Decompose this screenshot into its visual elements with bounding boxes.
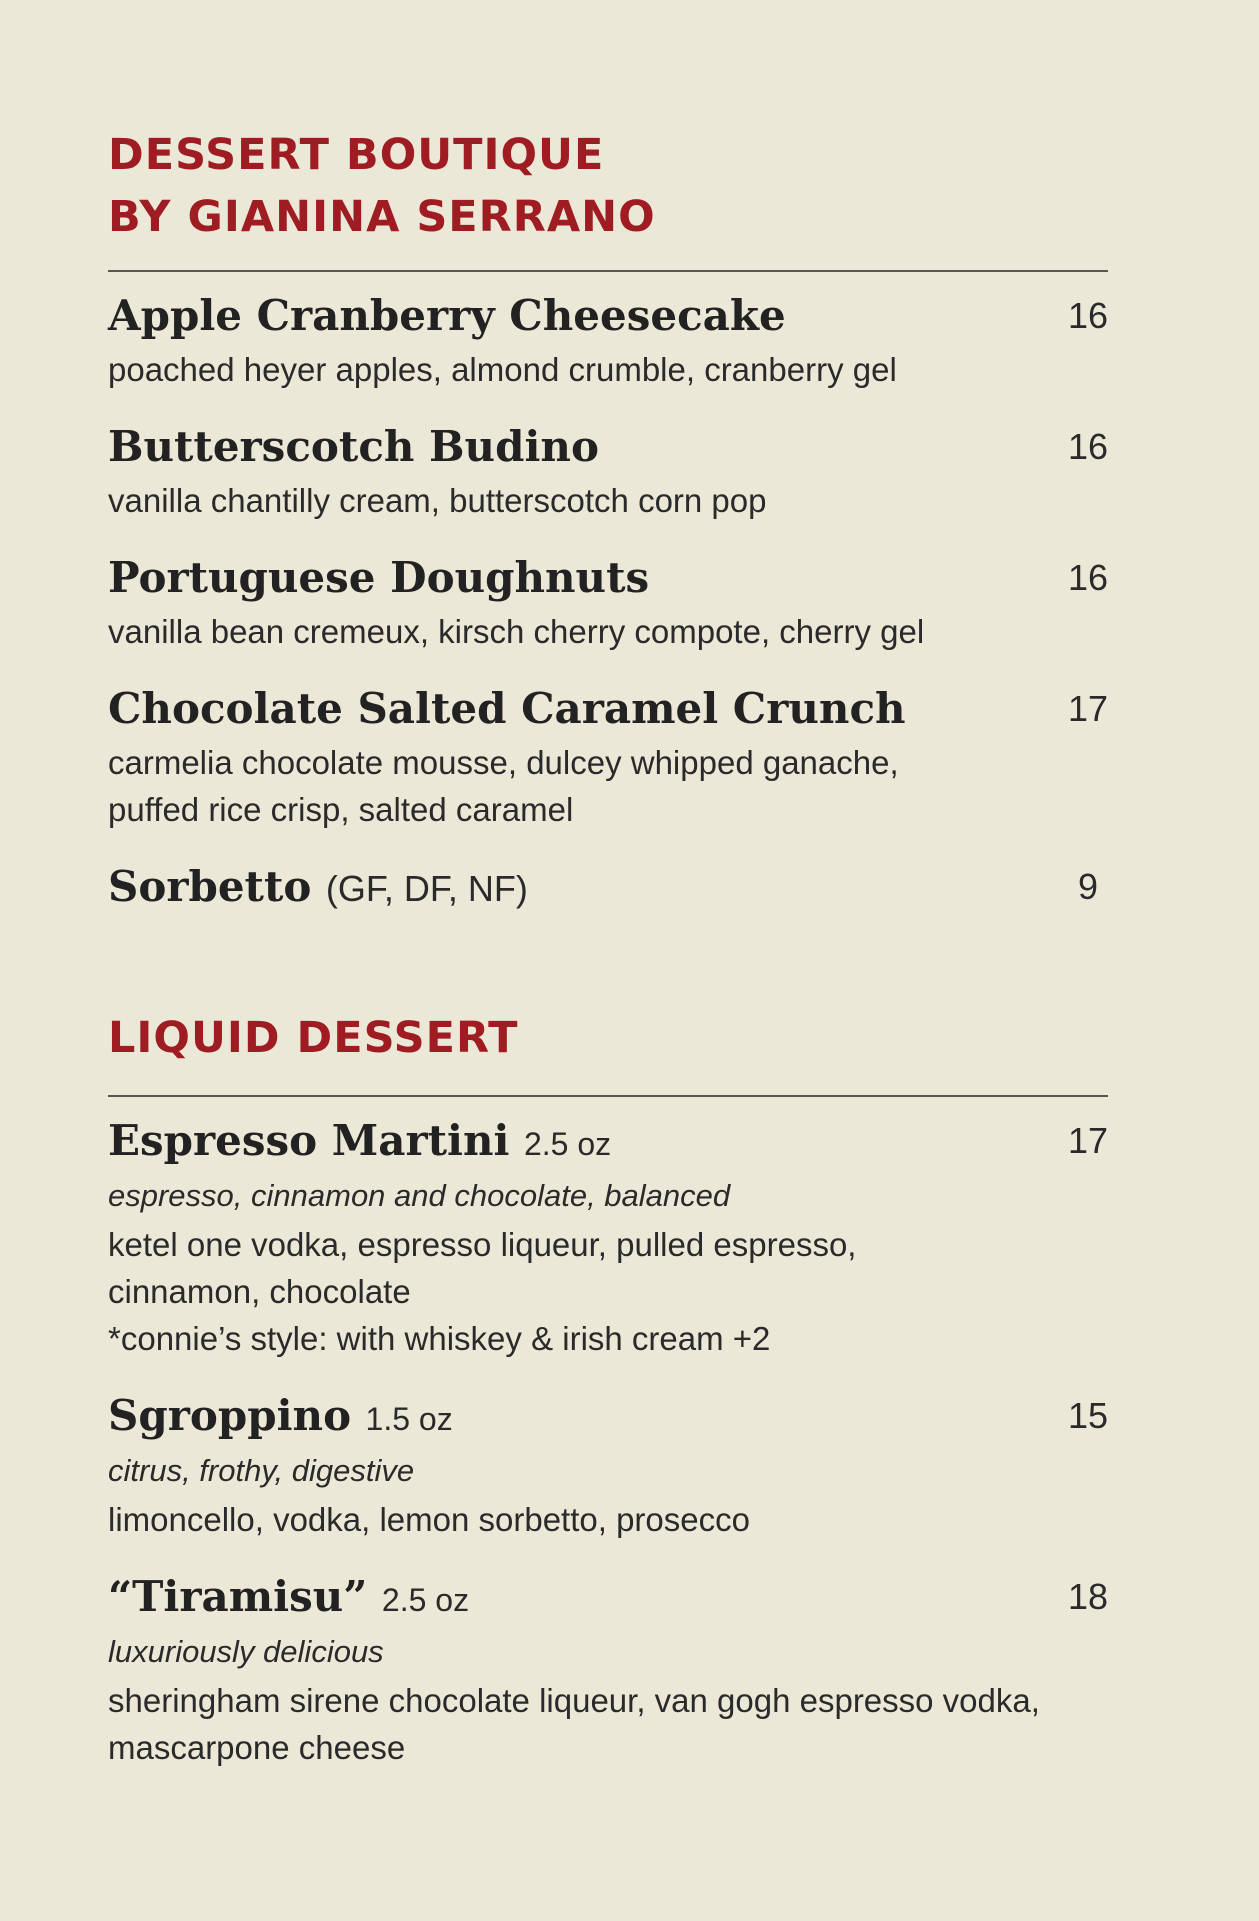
item-style-note: *connie’s style: with whiskey & irish cream +2 [108, 1320, 771, 1357]
item-description: poached heyer apples, almond crumble, cranberry gel [108, 351, 897, 388]
liquid-dessert-heading: LIQUID DESSERT [108, 1013, 519, 1063]
item-description: limoncello, vodka, lemon sorbetto, prosecco [108, 1501, 750, 1538]
menu-item-espresso-martini [108, 1111, 1108, 1362]
item-name: Portuguese Doughnuts [108, 553, 650, 602]
item-tagline: citrus, frothy, digestive [108, 1453, 415, 1488]
item-price: 16 [1067, 295, 1108, 336]
item-pour-size: 2.5 oz [523, 1126, 612, 1162]
menu-item-sorbetto [108, 857, 1108, 917]
item-description-line-1: ketel one vodka, espresso liqueur, pulled espresso, [108, 1226, 857, 1263]
item-price: 17 [1067, 1120, 1108, 1161]
item-price: 9 [1077, 866, 1098, 907]
menu-item-portuguese-doughnuts [108, 548, 1108, 655]
menu-page [108, 0, 1108, 1771]
item-tagline: espresso, cinnamon and chocolate, balanced [108, 1178, 731, 1213]
item-description: vanilla bean cremeux, kirsch cherry compote, cherry gel [108, 613, 925, 650]
item-price: 15 [1067, 1395, 1108, 1436]
dessert-heading-line-2: BY GIANINA SERRANO [108, 192, 656, 242]
item-pour-size: 2.5 oz [381, 1582, 470, 1618]
menu-item-apple-cranberry-cheesecake [108, 286, 1108, 393]
menu-item-sgroppino [108, 1386, 1108, 1543]
item-description-line-2: puffed rice crisp, salted caramel [108, 791, 574, 828]
menu-item-tiramisu [108, 1567, 1108, 1771]
liquid-dessert-section-heading [108, 1007, 1108, 1069]
item-description-line-1: sheringham sirene chocolate liqueur, van gogh espresso vodka, [108, 1682, 1040, 1719]
dessert-section-heading [108, 124, 1108, 248]
item-description-line-1: carmelia chocolate mousse, dulcey whipped ganache, [108, 744, 899, 781]
item-price: 17 [1067, 688, 1108, 729]
item-name: Chocolate Salted Caramel Crunch [108, 684, 906, 733]
item-name: Apple Cranberry Cheesecake [108, 291, 786, 340]
item-description: vanilla chantilly cream, butterscotch corn pop [108, 482, 767, 519]
dessert-heading-line-1: DESSERT BOUTIQUE [108, 130, 605, 180]
item-price: 18 [1067, 1576, 1108, 1617]
item-name: Butterscotch Budino [108, 422, 599, 471]
menu-item-chocolate-salted-caramel-crunch [108, 679, 1108, 833]
item-name: Sgroppino [108, 1391, 352, 1440]
item-price: 16 [1067, 557, 1108, 598]
item-description-line-2: cinnamon, chocolate [108, 1273, 411, 1310]
item-tagline: luxuriously delicious [108, 1634, 384, 1669]
item-name: Sorbetto [108, 862, 312, 911]
menu-item-butterscotch-budino [108, 417, 1108, 524]
item-dietary-qualifier: (GF, DF, NF) [325, 868, 528, 909]
item-pour-size: 1.5 oz [365, 1401, 453, 1437]
item-price: 16 [1067, 426, 1108, 467]
item-description-line-2: mascarpone cheese [108, 1729, 406, 1766]
item-name: “Tiramisu” [108, 1572, 368, 1621]
item-name: Espresso Martini [108, 1116, 510, 1165]
